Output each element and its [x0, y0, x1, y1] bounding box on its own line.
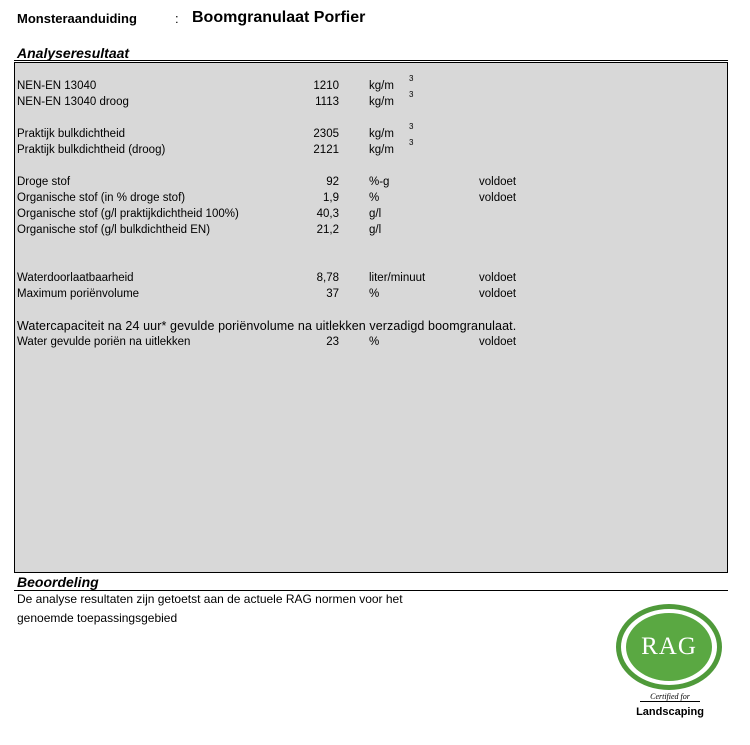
row-label: Droge stof: [17, 176, 71, 188]
analysis-row: [17, 192, 717, 207]
rag-logo-text: RAG: [641, 633, 697, 660]
analysis-title-rule: [14, 60, 728, 61]
row-status: voldoet: [479, 336, 517, 348]
row-unit: %: [369, 192, 380, 204]
row-value: 40,3: [316, 208, 339, 220]
row-value: 2305: [313, 128, 339, 140]
row-value: 2121: [313, 144, 339, 156]
assessment-line-2: genoemde toepassingsgebied: [17, 611, 178, 625]
row-unit: %-g: [369, 176, 390, 188]
header-label: Monsteraanduiding: [17, 11, 137, 26]
analysis-row: [17, 122, 717, 143]
row-unit: g/l: [369, 224, 382, 236]
certified-underline: [640, 701, 700, 702]
row-unit-superscript: 3: [409, 122, 414, 131]
analysis-row: [17, 176, 717, 191]
header-colon: :: [175, 11, 179, 26]
row-value: 1,9: [323, 192, 339, 204]
row-unit: liter/minuut: [369, 272, 426, 284]
analysis-row: [17, 288, 717, 303]
row-value: 37: [326, 288, 339, 300]
analysis-title: Analyseresultaat: [17, 45, 130, 61]
row-unit: kg/m: [369, 128, 394, 140]
analysis-row: [17, 336, 717, 351]
row-label: Organische stof (g/l praktijkdichtheid 100%): [17, 208, 239, 220]
row-unit-superscript: 3: [409, 90, 414, 99]
row-value: 1113: [315, 96, 339, 108]
certified-for-text: Certified for: [650, 692, 690, 701]
row-unit: %: [369, 288, 380, 300]
landscaping-text: Landscaping: [636, 706, 704, 718]
row-label: Praktijk bulkdichtheid (droog): [17, 144, 166, 156]
row-label: Organische stof (g/l bulkdichtheid EN): [17, 224, 211, 236]
row-unit-superscript: 3: [409, 74, 414, 83]
row-unit: kg/m: [369, 80, 394, 92]
row-label: NEN-EN 13040: [17, 80, 97, 92]
row-value: 21,2: [316, 224, 339, 236]
assessment-title: Beoordeling: [17, 574, 99, 590]
row-label: Praktijk bulkdichtheid: [17, 128, 126, 140]
assessment-line-1: De analyse resultaten zijn getoetst aan de actuele RAG normen voor het: [17, 592, 403, 606]
analysis-row: [17, 272, 717, 287]
analysis-row: [17, 138, 717, 159]
row-status: voldoet: [479, 272, 517, 284]
row-label: Organische stof (in % droge stof): [17, 192, 186, 204]
header-value: Boomgranulaat Porfier: [192, 9, 366, 26]
analysis-row: [17, 224, 717, 239]
analysis-row: [17, 90, 717, 111]
rag-logo: [612, 604, 730, 724]
row-unit-superscript: 3: [409, 138, 414, 147]
row-label: NEN-EN 13040 droog: [17, 96, 129, 108]
row-label: Waterdoorlaatbaarheid: [17, 272, 134, 284]
row-status: voldoet: [479, 176, 517, 188]
row-label: Maximum poriënvolume: [17, 288, 140, 300]
analysis-row: [17, 208, 717, 223]
row-label: Water gevulde poriën na uitlekken: [17, 336, 191, 348]
row-unit: %: [369, 336, 380, 348]
row-value: 8,78: [316, 272, 339, 284]
water-capacity-note: Watercapaciteit na 24 uur* gevulde poriënvolume na uitlekken verzadigd boomgranulaat.: [17, 319, 517, 333]
row-status: voldoet: [479, 192, 517, 204]
row-status: voldoet: [479, 288, 517, 300]
row-unit: g/l: [369, 208, 382, 220]
row-unit: kg/m: [369, 144, 394, 156]
row-value: 23: [326, 336, 339, 348]
row-value: 1210: [313, 80, 339, 92]
analysis-row: [17, 74, 717, 95]
assessment-title-rule: [14, 590, 728, 591]
row-unit: kg/m: [369, 96, 394, 108]
row-value: 92: [326, 176, 339, 188]
